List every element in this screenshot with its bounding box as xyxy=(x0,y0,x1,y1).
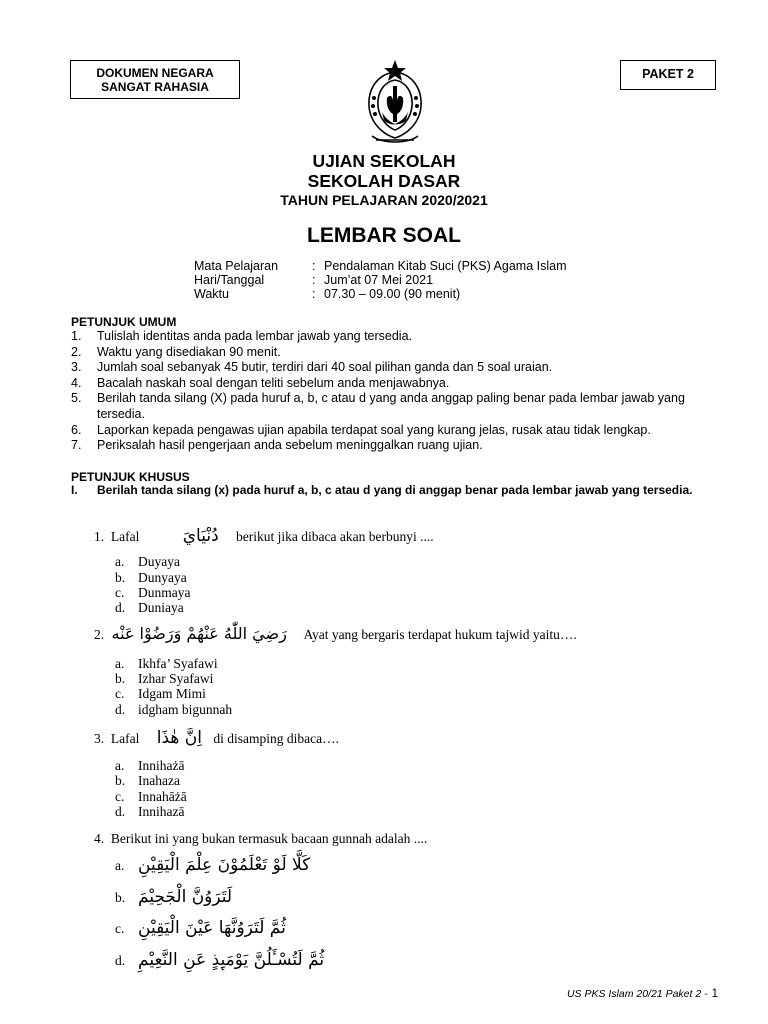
instruction-item: 5. Berilah tanda silang (X) pada huruf a, b, c atau d yang anda anggap paling benar pada lembar jawab yang tersedia. xyxy=(71,391,685,421)
option[interactable]: a. Duyaya xyxy=(115,554,180,569)
arabic-option: لَتَرَوُنَّ الْجَحِيْمَ xyxy=(138,887,233,907)
option[interactable]: a. Ikhfa’ Syafawi xyxy=(115,656,218,671)
page-footer xyxy=(567,988,718,1000)
instruction-item: 7. Periksalah hasil pengerjaan anda sebelum meninggalkan ruang ujian. xyxy=(71,438,483,452)
question-3: 3. Lafal اِنَّ هٰذَا di disamping dibaca…. xyxy=(94,728,339,748)
option[interactable]: c. Dunmaya xyxy=(115,585,191,600)
academic-year: TAHUN PELAJARAN 2020/2021 xyxy=(280,192,488,208)
option[interactable]: b. لَتَرَوُنَّ الْجَحِيْمَ xyxy=(115,887,233,907)
general-instructions-heading: PETUNJUK UMUM xyxy=(71,315,177,329)
option[interactable]: d. ثُمَّ لَتُسْـَٔلُنَّ يَوْمَىِٕذٍ عَنِ النَّعِيْمِ xyxy=(115,950,325,970)
option[interactable]: c. Idgam Mimi xyxy=(115,686,206,701)
info-row-subject: Mata Pelajaran : Pendalaman Kitab Suci (PKS) Agama Islam xyxy=(194,259,567,273)
question-4: 4. Berikut ini yang bukan termasuk bacaan gunnah adalah .... xyxy=(94,831,428,846)
special-instruction: I. Berilah tanda silang (x) pada huruf a, b, c atau d yang di anggap benar pada lembar jawab yang tersedia. xyxy=(71,483,693,497)
sheet-title: LEMBAR SOAL xyxy=(307,224,461,247)
classification-line2: SANGAT RAHASIA xyxy=(101,80,209,94)
instruction-item: 1. Tulislah identitas anda pada lembar jawab yang tersedia. xyxy=(71,329,413,343)
option[interactable]: c. ثُمَّ لَتَرَوُنَّهَا عَيْنَ الْيَقِيْنِ xyxy=(115,918,286,938)
classification-line1: DOKUMEN NEGARA xyxy=(96,66,214,80)
school-level: SEKOLAH DASAR xyxy=(307,171,461,191)
arabic-option: ثُمَّ لَتَرَوُنَّهَا عَيْنَ الْيَقِيْنِ xyxy=(138,918,286,938)
classification-box xyxy=(70,60,240,99)
info-row-date: Hari/Tanggal : Jum’at 07 Mei 2021 xyxy=(194,273,434,287)
instruction-item: 3. Jumlah soal sebanyak 45 butir, terdiri dari 40 soal pilihan ganda dan 5 soal uraian. xyxy=(71,360,553,374)
option[interactable]: d. Innihazā xyxy=(115,804,185,819)
arabic-text: اِنَّ هٰذَا xyxy=(156,728,202,748)
instruction-item: 2. Waktu yang disediakan 90 menit. xyxy=(71,345,281,359)
page-number: 1 xyxy=(711,988,718,1000)
option[interactable]: a. Innihażā xyxy=(115,758,185,773)
arabic-verse: رَضِيَ اللّٰهُ عَنْهُمْ وَرَضُوْا عَنْه xyxy=(111,624,287,643)
option[interactable]: d. idgham bigunnah xyxy=(115,702,233,717)
package-label: PAKET 2 xyxy=(642,67,694,81)
arabic-option: ثُمَّ لَتُسْـَٔلُنَّ يَوْمَىِٕذٍ عَنِ النَّعِيْمِ xyxy=(138,950,325,970)
info-row-time: Waktu : 07.30 – 09.00 (90 menit) xyxy=(194,287,461,301)
option[interactable]: d. Duniaya xyxy=(115,600,184,615)
option[interactable]: a. كَلَّا لَوْ تَعْلَمُوْنَ عِلْمَ الْيَقِيْنِ xyxy=(115,855,311,875)
option[interactable]: b. Dunyaya xyxy=(115,570,187,585)
option[interactable]: b. Inahaza xyxy=(115,773,180,788)
instruction-item: 6. Laporkan kepada pengawas ujian apabila terdapat soal yang kurang jelas, rusak atau tidak lengkap. xyxy=(71,423,651,437)
arabic-text: دُنْيَايَ xyxy=(182,526,219,546)
option[interactable]: b. Izhar Syafawi xyxy=(115,671,214,686)
option[interactable]: c. Innahāżā xyxy=(115,789,187,804)
arabic-option: كَلَّا لَوْ تَعْلَمُوْنَ عِلْمَ الْيَقِيْنِ xyxy=(138,855,311,875)
government-emblem xyxy=(360,58,430,148)
footer-text: US PKS Islam 20/21 Paket 2 - xyxy=(566,988,708,1000)
question-2: 2. رَضِيَ اللّٰهُ عَنْهُمْ وَرَضُوْا عَنْه Ayat yang bergaris terdapat hukum tajwid yaitu…. xyxy=(94,624,577,643)
question-1: 1. Lafal دُنْيَايَ berikut jika dibaca akan berbunyi .... xyxy=(94,526,434,546)
instruction-item: 4. Bacalah naskah soal dengan teliti sebelum anda menjawabnya. xyxy=(71,376,450,390)
exam-title: UJIAN SEKOLAH xyxy=(312,151,456,171)
exam-info xyxy=(194,259,566,301)
special-instructions-heading: PETUNJUK KHUSUS xyxy=(71,470,190,484)
package-box xyxy=(620,60,716,90)
